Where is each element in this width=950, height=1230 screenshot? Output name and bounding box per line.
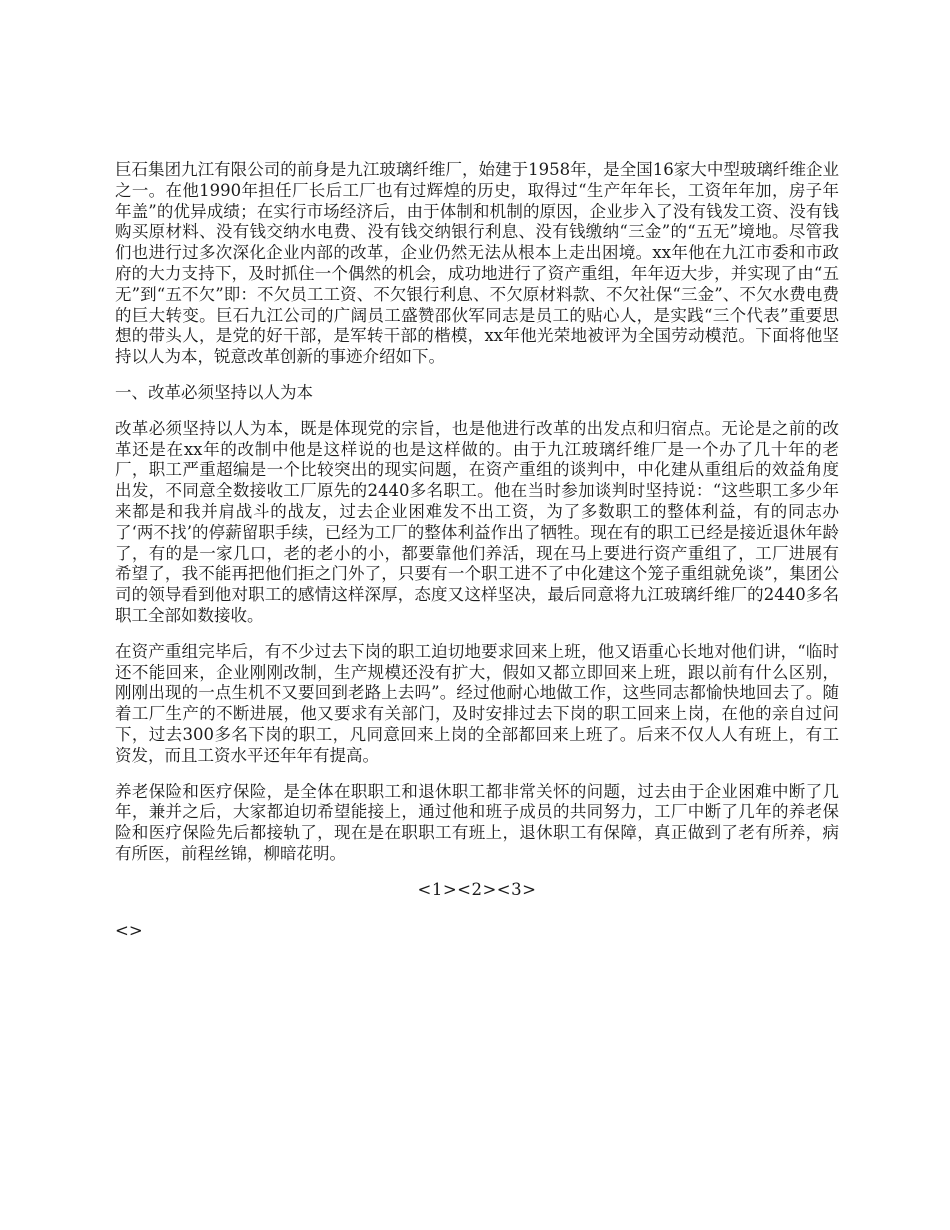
section-heading: 一、改革必须坚持以人为本 xyxy=(115,382,313,402)
page-navigation[interactable]: <1><2><3> xyxy=(417,879,537,899)
intro-paragraph: 巨石集团九江有限公司的前身是九江玻璃纤维厂，始建于1958年，是全国16家大中型玻璃纤维企业之一。在他1990年担任厂长后工厂也有过辉煌的历史，取得过“生产年年长，工资年年加，房子年年盖”的优异成绩；在实行市场经济后，由于体制和机制的原因，企业步入了没有钱发工资、没有钱购买原材料、没有钱交纳水电费、没有钱交纳银行利息、没有钱缴纳“三金”的“五无”境地。尽管我们也进行过多次深化企业内部的改革，企业仍然无法从根本上走出困境。xx年他在九江市委和市政府的大力支持下，及时抓住一个偶然的机会，成功地进行了资产重组，年年迈大步，并实现了由“五无”到“五不欠”即：不欠员工工资、不欠银行利息、不欠原材料款、不欠社保“三金”、不欠水费电费的巨大转变。巨石九江公司的广阔员工盛赞邵伙军同志是员工的贴心人，是实践“三个代表”重要思想的带头人，是党的好干部，是军转干部的楷模，xx年他光荣地被评为全国劳动模范。下面将他坚持以人为本，锐意改革创新的事迹介绍如下。 xyxy=(115,160,839,367)
body-paragraph-2: 在资产重组完毕后，有不少过去下岗的职工迫切地要求回来上班，他又语重心长地对他们讲，“临时还不能回来，企业刚刚改制，生产规模还没有扩大，假如又都立即回来上班，跟以前有什么区别，刚刚出现的一点生机不又要回到老路上去吗”。经过他耐心地做工作，这些同志都愉快地回去了。随着工厂生产的不断进展，他又要求有关部门，及时安排过去下岗的职工回来上岗，在他的亲自过问下，过去300多名下岗的职工，凡同意回来上岗的全部都回来上班了。后来不仅人人有班上，有工资发，而且工资水平还年年有提高。 xyxy=(115,641,839,765)
body-paragraph-3: 养老保险和医疗保险，是全体在职职工和退休职工都非常关怀的问题，过去由于企业困难中断了几年，兼并之后，大家都迫切希望能接上，通过他和班子成员的共同努力，工厂中断了几年的养老保险和医疗保险先后都接轨了，现在是在职职工有班上，退休职工有保障，真正做到了老有所养，病有所医，前程丝锦，柳暗花明。 xyxy=(115,781,839,863)
document-body xyxy=(115,160,839,941)
trailing-marker: <> xyxy=(115,920,143,940)
body-paragraph-1: 改革必须坚持以人为本，既是体现党的宗旨，也是他进行改革的出发点和归宿点。无论是之前的改革还是在xx年的改制中他是这样说的也是这样做的。由于九江玻璃纤维厂是一个办了几十年的老厂，职工严重超编是一个比较突出的现实问题，在资产重组的谈判中，中化建从重组后的效益角度出发，不同意全数接收工厂原先的2440多名职工。他在当时参加谈判时坚持说：“这些职工多少年来都是和我并肩战斗的战友，过去企业困难发不出工资，为了多数职工的整体利益，有的同志办了‘两不找’的停薪留职手续，已经为工厂的整体利益作出了牺牲。现在有的职工已经是接近退休年龄了，有的是一家几口，老的老小的小，都要靠他们养活，现在马上要进行资产重组了，工厂进展有希望了，我不能再把他们拒之门外了，只要有一个职工进不了中化建这个笼子重组就免谈”，集团公司的领导看到他对职工的感情这样深厚，态度又这样坚决，最后同意将九江玻璃纤维厂的2440多名职工全部如数接收。 xyxy=(115,418,839,625)
